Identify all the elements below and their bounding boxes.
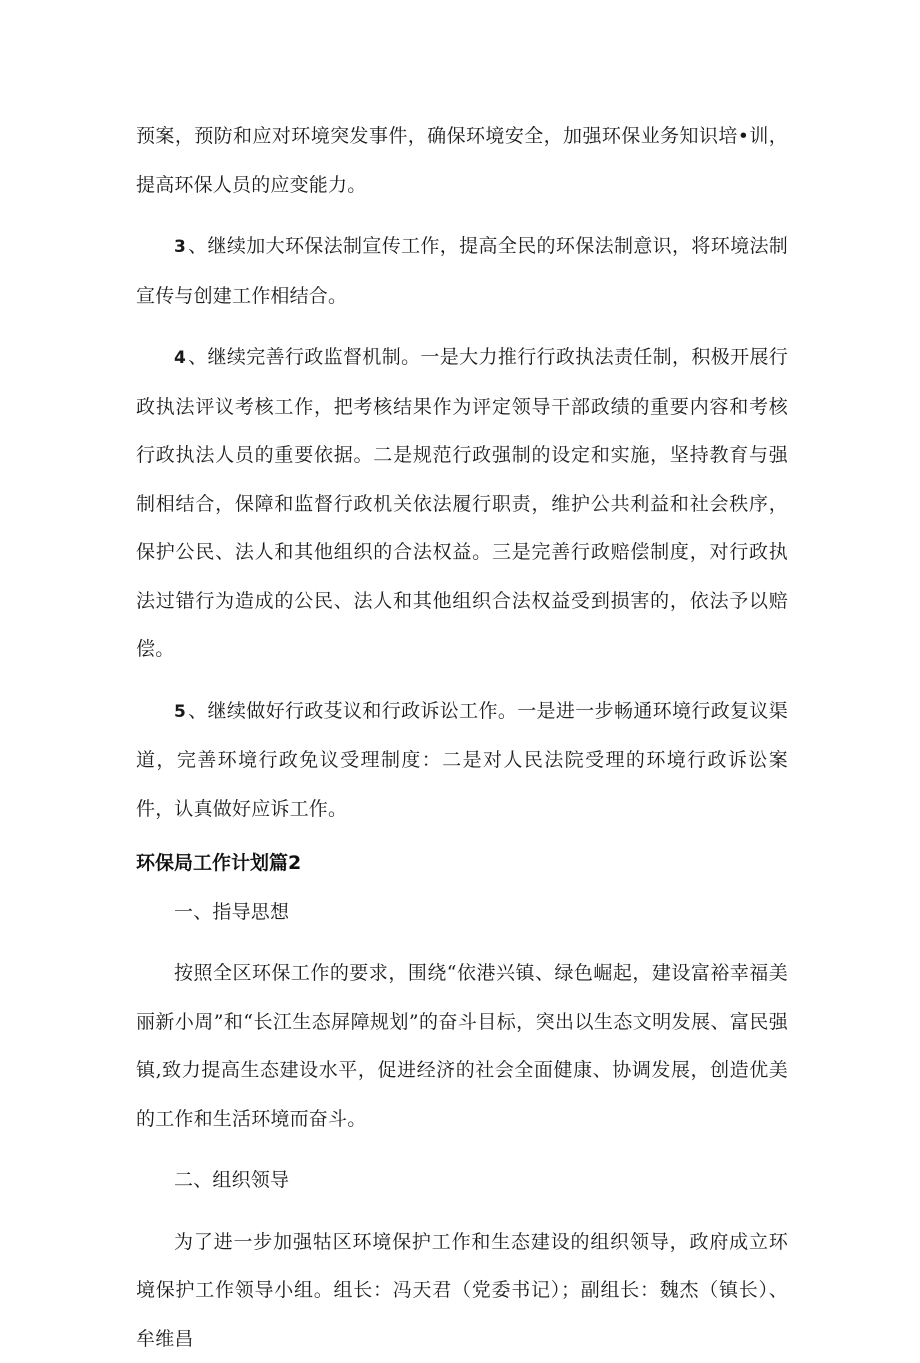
paragraph-continued: 预案，预防和应对环境突发事件，确保环境安全，加强环保业务知识培•训，提高环保人员的应变能力。 [136,112,788,209]
item-number: 3 [174,237,186,257]
subheading-organization: 二、组织领导 [136,1156,788,1205]
item-number: 4 [174,348,186,368]
paragraph-item-3 [136,222,788,320]
paragraph-text: 、继续完善行政监督机制。一是大力推行行政执法责任制，积极开展行政执法评议考核工作，把考核结果作为评定领导干部政绩的重要内容和考核行政执法人员的重要依据。二是规范行政强制的设定和实施，坚持教育与强制相结合，保障和监督行政机关依法履行职责，维护公共利益和社会秩序，保护公民、法人和其他组织的合法权益。三是完善行政赔偿制度，对行政执法过错行为造成的公民、法人和其他组织合法权益受到损害的，依法予以赔偿。 [136,346,788,660]
document-body [136,112,788,1363]
paragraph-organization: 为了进一步加强牯区环境保护工作和生态建设的组织领导，政府成立环境保护工作领导小组。组长：冯天君（党委书记）；副组长：魏杰（镇长）、牟维昌 [136,1218,788,1363]
paragraph-item-4 [136,333,788,674]
item-number: 5 [174,702,186,722]
subheading-guiding-ideology: 一、指导思想 [136,888,788,937]
paragraph-text: 、继续做好行政芟议和行政诉讼工作。一是进一步畅通环境行政复议渠道，完善环境行政免议受理制度：二是对人民法院受理的环境行政诉讼案件，认真做好应诉工作。 [136,700,788,820]
paragraph-guiding-ideology: 按照全区环保工作的要求，围绕“依港兴镇、绿色崛起，建设富裕幸福美丽新小周”和“长江生态屏障规划”的奋斗目标，突出以生态文明发展、富民强镇,致力提高生态建设水平，促进经济的社会全面健康、协调发展，创造优美的工作和生活环境而奋斗。 [136,949,788,1143]
paragraph-item-5 [136,687,788,834]
section-title: 环保局工作计划篇2 [136,839,788,888]
paragraph-text: 、继续加大环保法制宣传工作，提高全民的环保法制意识，将环境法制宣传与创建工作相结合。 [136,235,788,307]
